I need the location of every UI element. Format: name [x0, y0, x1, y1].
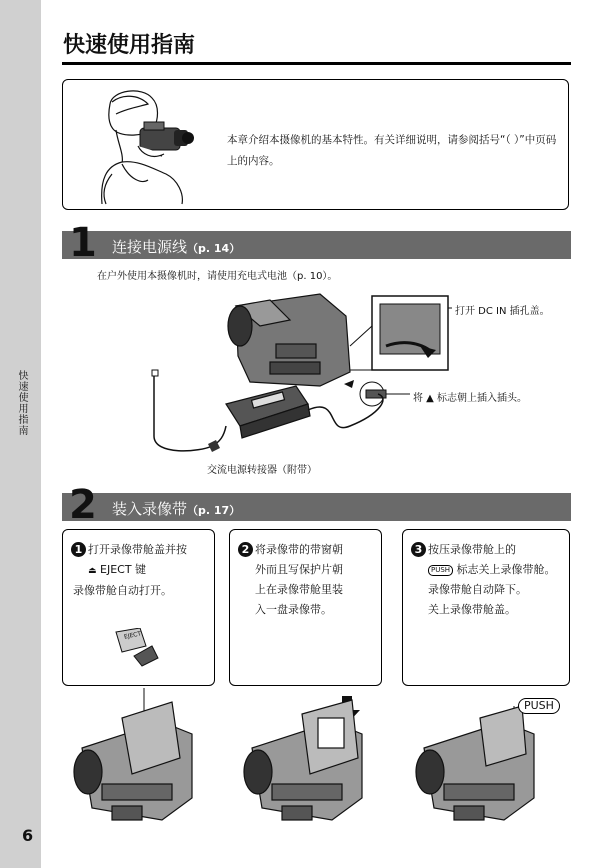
- callout-open-dc-in: 打开 DC IN 插孔盖。: [455, 306, 550, 317]
- section1-title: 连接电源线: [112, 238, 188, 256]
- step-3-text-a: 按压录像带舱上的: [428, 543, 516, 556]
- step-2-text: 将录像带的带窗朝外而且写保护片朝上在录像带舱里装入一盘录像带。: [255, 543, 343, 616]
- step-3-text-b: 标志关上录像带舱。录像带舱自动降下。: [428, 563, 556, 596]
- step-1-text: [88, 540, 206, 581]
- step-1-text-b: EJECT 键: [100, 563, 147, 576]
- step-3-text: [428, 540, 561, 620]
- title-rule: [62, 62, 571, 65]
- section2-title: 装入录像带: [112, 500, 188, 518]
- push-callout-label: PUSH: [518, 698, 560, 714]
- section2-page-open: （: [187, 504, 199, 517]
- step-1-text-a: 打开录像带舱盖并按: [88, 543, 187, 556]
- section2-header: [62, 482, 571, 528]
- step-1-text-c: 录像带舱自动打开。: [73, 584, 172, 597]
- step-1-number: 1: [71, 542, 86, 557]
- section2-page-close: ）: [229, 504, 241, 517]
- step-1-row: [71, 540, 206, 581]
- page-number: 6: [22, 826, 34, 845]
- camcorder-close-illustration: [404, 696, 554, 828]
- step-3-box: [402, 529, 570, 686]
- section1-number: 1: [69, 220, 97, 266]
- section2-page-ref: p. 17: [198, 504, 230, 517]
- section1-title-wrap: [112, 236, 240, 257]
- callout-insert-plug: 将 ▲ 标志朝上插入插头。: [413, 393, 528, 404]
- section2-title-wrap: [112, 498, 240, 519]
- sidebar: [0, 0, 41, 868]
- step-3-text-c: 关上录像带舱盖。: [428, 603, 516, 616]
- camcorder-open-illustration: [62, 688, 212, 828]
- push-badge-icon: PUSH: [428, 565, 453, 576]
- section1-page-ref: p. 14: [198, 242, 230, 255]
- caption-ac-adapter: 交流电源转接器（附带）: [207, 465, 317, 476]
- step-2-box: [229, 529, 382, 686]
- section1-page-open: （: [187, 242, 199, 255]
- step-3-number: 3: [411, 542, 426, 557]
- section1-note: 在户外使用本摄像机时，请使用充电式电池（p. 10）。: [97, 271, 338, 282]
- intro-text: 本章介绍本摄像机的基本特性。有关详细说明，请参阅括号“（ ）”中页码上的内容。: [227, 134, 557, 167]
- section1-header: [62, 220, 571, 266]
- eject-icon: ⏏: [88, 566, 97, 576]
- section2-number: 2: [69, 482, 97, 528]
- step-3-row: [411, 540, 561, 620]
- woman-with-camcorder-illustration: [82, 84, 212, 206]
- eject-button-label: EJECT: [123, 630, 142, 641]
- section1-page-close: ）: [229, 242, 241, 255]
- step-2-row: [238, 540, 373, 620]
- step-2-number: 2: [238, 542, 253, 557]
- sidebar-label: 快速使用指南: [16, 370, 27, 436]
- page-title: 快速使用指南: [63, 33, 196, 58]
- camcorder-insert-tape-illustration: [232, 688, 382, 828]
